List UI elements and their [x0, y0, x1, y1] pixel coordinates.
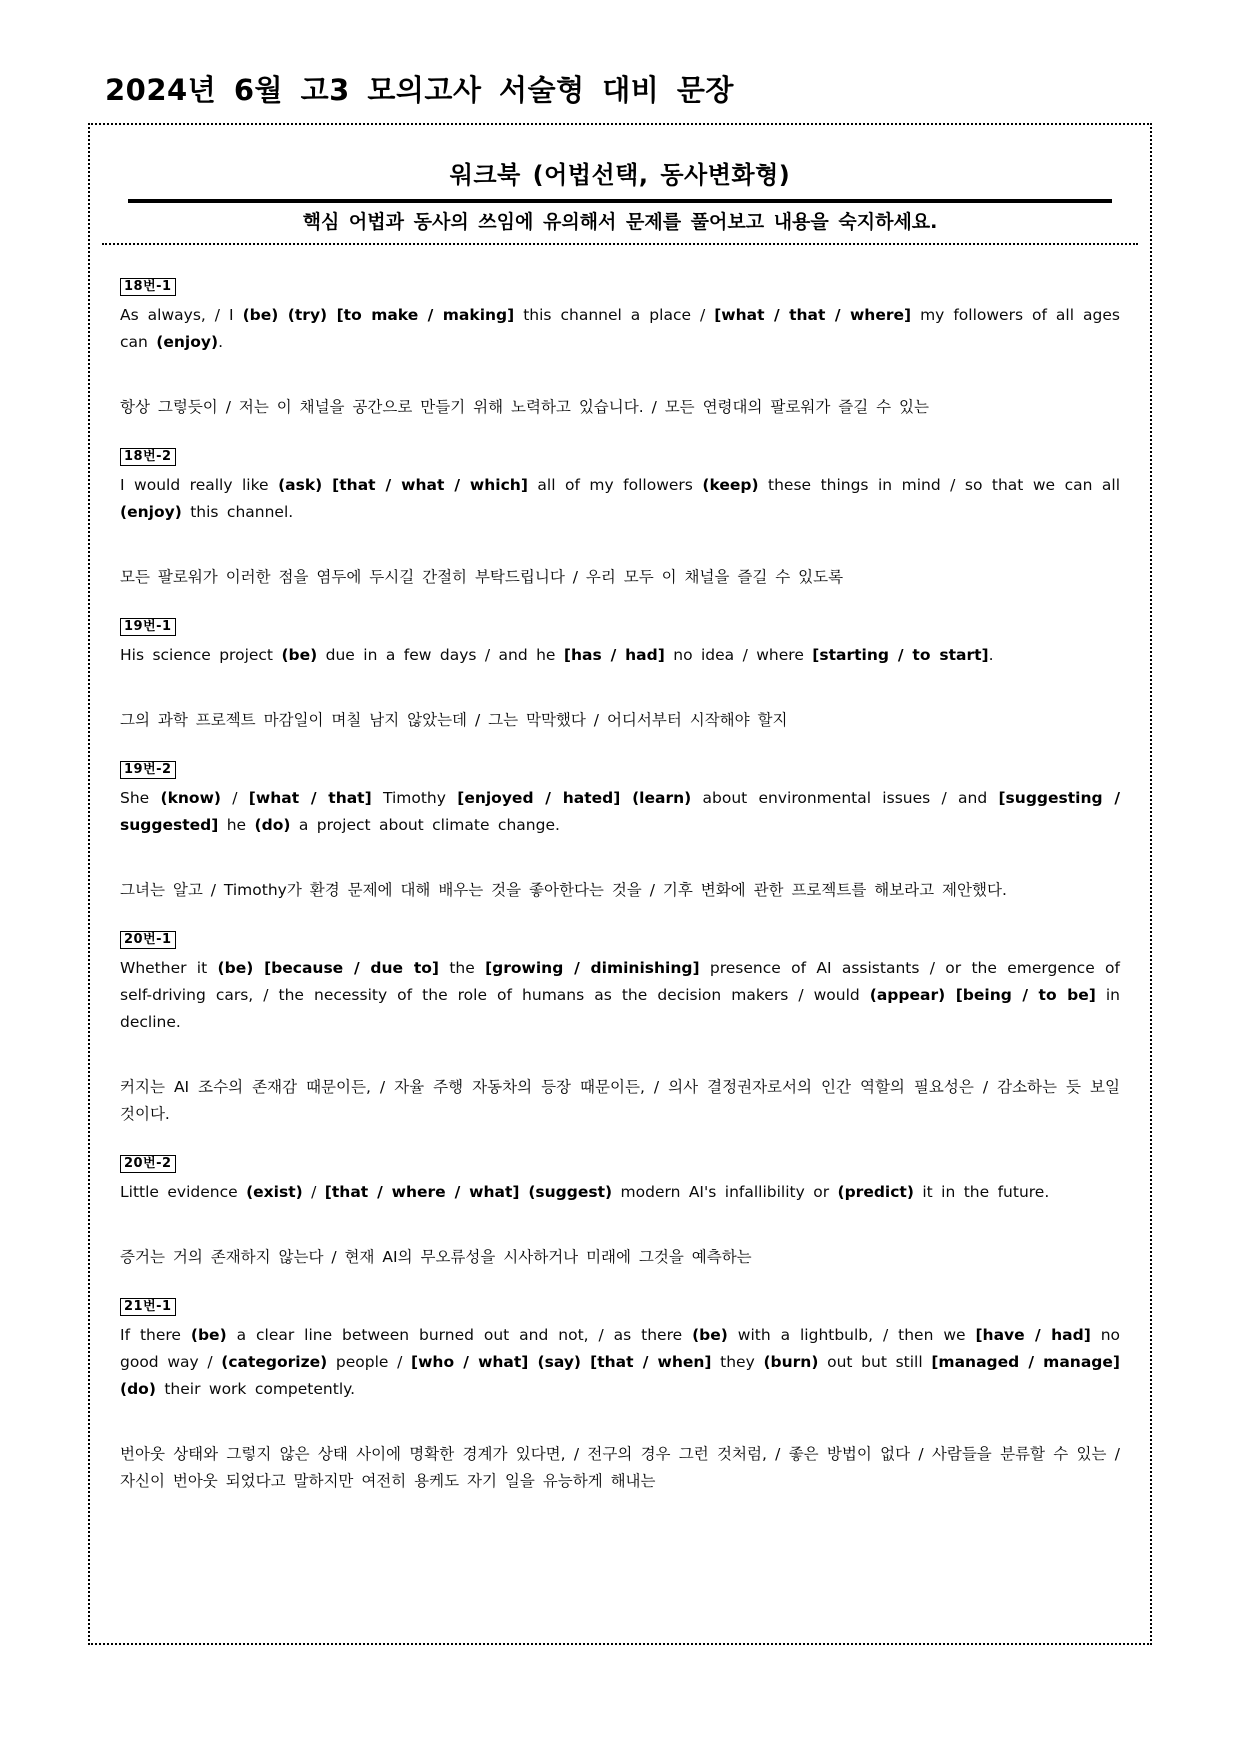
- sentence-text: all of my followers: [527, 476, 703, 494]
- sentence-text: no good way /: [120, 1326, 1121, 1371]
- sentence-text: .: [988, 646, 994, 664]
- answer-choice: [enjoyed / hated] (learn): [457, 789, 692, 807]
- sentence-text: .: [218, 333, 223, 351]
- answer-choice: [who / what] (say) [that / when]: [411, 1353, 712, 1371]
- answer-choice: (ask) [that / what / which]: [278, 476, 528, 494]
- english-sentence: [120, 302, 1120, 356]
- answer-choice: [what / that]: [248, 789, 372, 807]
- sections-list: [120, 275, 1120, 1495]
- answer-choice: [has / had]: [563, 646, 665, 664]
- english-sentence: [120, 785, 1120, 839]
- answer-choice: (be): [281, 646, 318, 664]
- sentence-text: presence of AI assistants / or the emergence of self-driving cars, / the necessity of the role of humans as the decision makers / would: [120, 959, 1120, 1004]
- english-sentence: [120, 1179, 1120, 1206]
- section-label: 19번-1: [120, 618, 176, 636]
- answer-choice: (enjoy): [156, 333, 219, 351]
- sentence-text: due in a few days / and he: [317, 646, 564, 664]
- answer-choice: (be): [692, 1326, 728, 1344]
- sentence-text: I would really like: [120, 476, 279, 494]
- answer-choice: [starting / to start]: [812, 646, 989, 664]
- answer-choice: (burn): [763, 1353, 819, 1371]
- sentence-text: people /: [327, 1353, 412, 1371]
- sentence-text: it in the future.: [913, 1183, 1050, 1201]
- answer-choice: (be) [because / due to]: [217, 959, 439, 977]
- sentence-text: about environmental issues / and: [691, 789, 999, 807]
- sentence-text: As always, / I: [120, 306, 243, 324]
- sentence-text: they: [711, 1353, 764, 1371]
- section-label: 20번-2: [120, 1155, 176, 1173]
- answer-choice: (keep): [702, 476, 759, 494]
- question-section: [120, 1295, 1120, 1495]
- dotted-separator: [102, 243, 1138, 245]
- section-label: 18번-2: [120, 448, 176, 466]
- workbook-box: [88, 123, 1152, 1645]
- sentence-text: no idea / where: [664, 646, 813, 664]
- sentence-text: he: [218, 816, 255, 834]
- answer-choice: (be) (try) [to make / making]: [242, 306, 515, 324]
- workbook-title: 워크북 (어법선택, 동사변화형): [449, 161, 791, 189]
- sentence-text: Whether it: [120, 959, 218, 977]
- sentence-text: this channel a place /: [514, 306, 715, 324]
- answer-choice: (appear) [being / to be]: [869, 986, 1096, 1004]
- sentence-text: their work competently.: [155, 1380, 356, 1398]
- section-label: 18번-1: [120, 278, 176, 296]
- sentence-text: His science project: [120, 646, 282, 664]
- sentence-text: modern AI's infallibility or: [612, 1183, 838, 1201]
- question-section: [120, 275, 1120, 421]
- question-section: [120, 928, 1120, 1128]
- sentence-text: a project about climate change.: [290, 816, 560, 834]
- answer-choice: (exist): [246, 1183, 303, 1201]
- workbook-subtitle: 핵심 어법과 동사의 쓰임에 유의해서 문제를 풀어보고 내용을 숙지하세요.: [302, 211, 938, 233]
- question-section: [120, 445, 1120, 591]
- sentence-text: /: [302, 1183, 325, 1201]
- sentence-text: She: [120, 789, 161, 807]
- korean-translation: 모든 팔로워가 이러한 점을 염두에 두시길 간절히 부탁드립니다 / 우리 모두 이 채널을 즐길 수 있도록: [120, 568, 844, 586]
- page-title: 2024년 6월 고3 모의고사 서술형 대비 문장: [105, 73, 734, 107]
- sentence-text: If there: [120, 1326, 191, 1344]
- answer-choice: [that / where / what] (suggest): [324, 1183, 613, 1201]
- question-section: [120, 758, 1120, 904]
- question-section: [120, 1152, 1120, 1271]
- section-label: 19번-2: [120, 761, 176, 779]
- sentence-text: /: [220, 789, 249, 807]
- answer-choice: (know): [160, 789, 221, 807]
- sentence-text: Timothy: [371, 789, 458, 807]
- english-sentence: [120, 472, 1120, 526]
- english-sentence: [120, 955, 1120, 1036]
- answer-choice: (categorize): [221, 1353, 328, 1371]
- sentence-text: with a lightbulb, / then we: [727, 1326, 976, 1344]
- answer-choice: [have / had]: [975, 1326, 1091, 1344]
- sentence-text: my followers of all ages can: [120, 306, 1120, 351]
- answer-choice: [what / that / where]: [714, 306, 912, 324]
- answer-choice: (enjoy): [120, 503, 182, 521]
- section-label: 20번-1: [120, 931, 176, 949]
- sentence-text: this channel.: [181, 503, 294, 521]
- sentence-text: Little evidence: [120, 1183, 247, 1201]
- korean-translation: 그의 과학 프로젝트 마감일이 며칠 남지 않았는데 / 그는 막막했다 / 어디서부터 시작해야 할지: [120, 711, 788, 729]
- sentence-text: a clear line between burned out and not, / as there: [226, 1326, 693, 1344]
- answer-choice: [growing / diminishing]: [485, 959, 700, 977]
- question-section: [120, 615, 1120, 734]
- korean-translation: 증거는 거의 존재하지 않는다 / 현재 AI의 무오류성을 시사하거나 미래에 그것을 예측하는: [120, 1248, 752, 1266]
- answer-choice: [managed / manage] (do): [120, 1353, 1120, 1398]
- sentence-text: in decline.: [120, 986, 1120, 1031]
- sentence-text: the: [439, 959, 486, 977]
- korean-translation: 항상 그렇듯이 / 저는 이 채널을 공간으로 만들기 위해 노력하고 있습니다. / 모든 연령대의 팔로워가 즐길 수 있는: [120, 398, 929, 416]
- section-label: 21번-1: [120, 1298, 176, 1316]
- english-sentence: [120, 1322, 1120, 1403]
- sentence-text: these things in mind / so that we can all: [758, 476, 1121, 494]
- english-sentence: [120, 642, 1120, 669]
- answer-choice: (predict): [837, 1183, 914, 1201]
- sentence-text: out but still: [818, 1353, 932, 1371]
- korean-translation: 번아웃 상태와 그렇지 않은 상태 사이에 명확한 경계가 있다면, / 전구의 경우 그런 것처럼, / 좋은 방법이 없다 / 사람들을 분류할 수 있는 / 자신이 번아웃 되었다고 말하지만 여전히 용케도 자기 일을 유능하게 해내는: [120, 1445, 1120, 1490]
- title-underline-rule: [128, 199, 1112, 203]
- answer-choice: [suggesting / suggested]: [120, 789, 1121, 834]
- answer-choice: (do): [254, 816, 291, 834]
- korean-translation: 커지는 AI 조수의 존재감 때문이든, / 자율 주행 자동차의 등장 때문이든, / 의사 결정권자로서의 인간 역할의 필요성은 / 감소하는 듯 보일 것이다.: [120, 1078, 1120, 1123]
- korean-translation: 그녀는 알고 / Timothy가 환경 문제에 대해 배우는 것을 좋아한다는 것을 / 기후 변화에 관한 프로젝트를 해보라고 제안했다.: [120, 881, 1007, 899]
- answer-choice: (be): [190, 1326, 227, 1344]
